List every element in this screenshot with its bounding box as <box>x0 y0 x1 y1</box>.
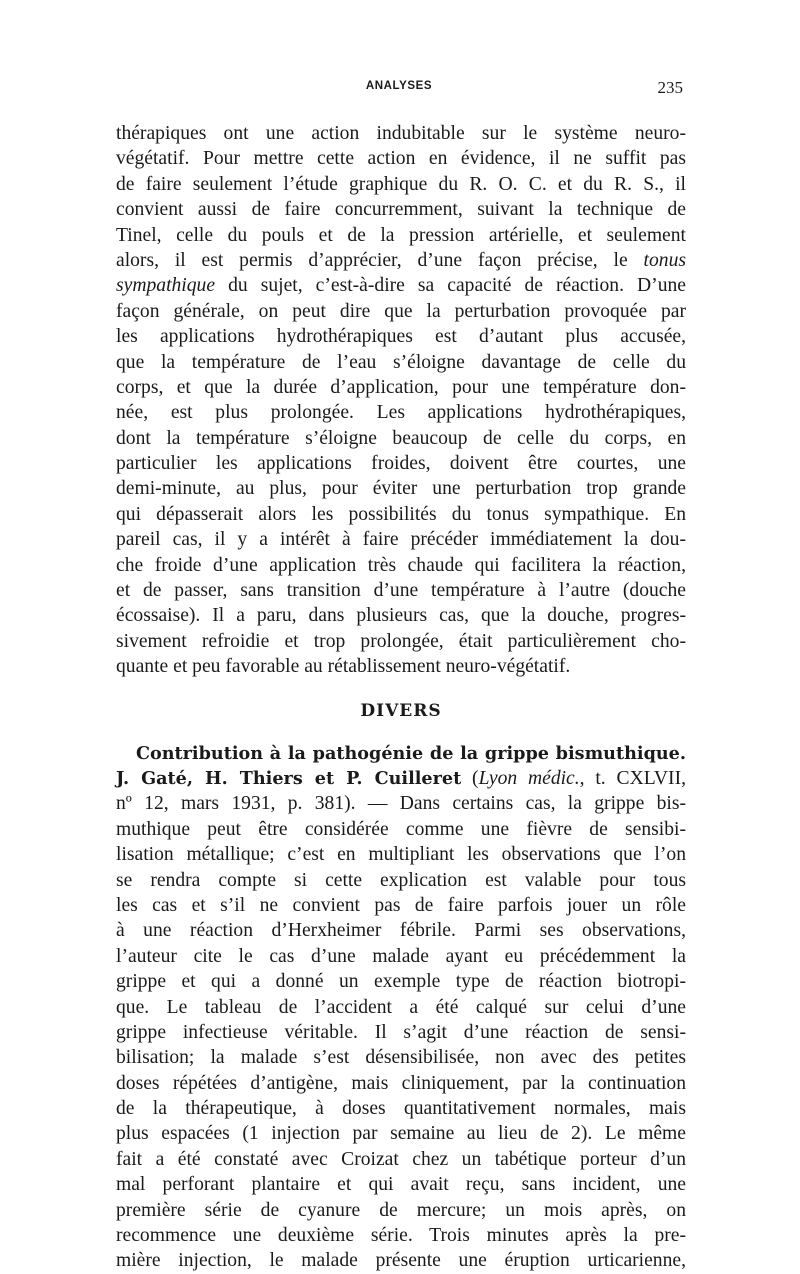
section-heading: DIVERS <box>360 700 442 721</box>
article-authors: J. Gaté, H. Thiers et P. Cuilleret <box>116 767 462 789</box>
text-line: doses répétées d’antigène, mais cliniquement, par la continuation <box>116 1072 686 1094</box>
text-line: née, est plus prolongée. Les applications hydrothérapiques, <box>116 402 686 424</box>
body-text <box>116 121 686 1274</box>
text-line: particulier les applications froides, doivent être courtes, une <box>116 453 686 475</box>
text-line: bilisation; la malade s’est désensibilisée, non avec des petites <box>116 1047 686 1069</box>
text-segment: alors, il est permis d’apprécier, d’une façon précise, le <box>116 249 628 271</box>
citation-details: , t. CXLVII, <box>579 767 686 789</box>
text-line: végétatif. Pour mettre cette action en évidence, il ne suffit pas <box>116 148 686 170</box>
text-line: les cas et s’il ne convient pas de faire parfois jouer un rôle <box>116 894 686 916</box>
text-line: pareil cas, il y a intérêt à faire précéder immédiatement la dou- <box>116 529 686 551</box>
running-title: ANALYSES <box>365 80 433 92</box>
text-line: qui dépasserait alors les possibilités du tonus sympathique. En <box>116 503 686 525</box>
text-line: et de passer, sans transition d’une température à l’autre (douche <box>116 580 686 602</box>
article-title-text: Contribution à la pathogénie de la grippe bismuthique. <box>136 742 686 764</box>
text-line: de faire seulement l’étude graphique du R. O. C. et du R. S., il <box>116 173 686 195</box>
italic-term: sympathique <box>116 275 216 297</box>
text-line: que la température de l’eau s’éloigne davantage de celle du <box>116 351 686 373</box>
article-citation: J. Gaté, H. Thiers et P. Cuilleret (Lyon médic., t. CXLVII, <box>116 767 686 789</box>
text-line: thérapiques ont une action indubitable sur le système neuro- <box>116 123 686 144</box>
italic-term: tonus <box>643 249 687 271</box>
article-title <box>116 741 686 766</box>
text-line: grippe infectieuse véritable. Il s’agit d’une réaction de sensi- <box>116 1021 686 1043</box>
text-line: mal perforant plantaire et qui avait reçu, sans incident, une <box>116 1174 686 1196</box>
text-line: dont la température s’éloigne beaucoup de celle du corps, en <box>116 427 686 449</box>
text-line: lisation métallique; c’est en multipliant les observations que l’on <box>116 844 686 866</box>
text-line <box>116 248 686 273</box>
text-line: que. Le tableau de l’accident a été calqué sur celui d’une <box>116 996 686 1018</box>
text-line: les applications hydrothérapiques est d’autant plus accusée, <box>116 326 686 348</box>
text-line: convient aussi de faire concurremment, suivant la technique de <box>116 199 686 221</box>
text-segment: du sujet, c’est-à-dire sa capacité de réaction. D’une <box>228 275 686 297</box>
text-line: che froide d’une application très chaude qui facilitera la réaction, <box>116 554 686 576</box>
text-line: plus espacées (1 injection par semaine au lieu de 2). Le même <box>116 1123 686 1145</box>
text-line: Tinel, celle du pouls et de la pression artérielle, et seulement <box>116 224 686 246</box>
text-line: recommence une deuxième série. Trois minutes après la pre- <box>116 1225 686 1247</box>
text-line: à une réaction d’Herxheimer fébrile. Parmi ses observations, <box>116 920 686 942</box>
text-line: première série de cyanure de mercure; un mois après, on <box>116 1199 686 1221</box>
text-line: façon générale, on peut dire que la perturbation provoquée par <box>116 300 686 322</box>
text-line: mière injection, le malade présente une éruption urticarienne, <box>116 1250 686 1272</box>
text-line: se rendra compte si cette explication est valable pour tous <box>116 869 686 891</box>
text-line: écossaise). Il a paru, dans plusieurs cas, que la douche, progres- <box>116 605 686 627</box>
text-line: l’auteur cite le cas d’une malade ayant eu précédemment la <box>116 945 686 967</box>
text-line: nº 12, mars 1931, p. 381). — Dans certains cas, la grippe bis- <box>116 793 686 815</box>
text-line: quante et peu favorable au rétablissement neuro-végétatif. <box>116 656 571 678</box>
text-line: fait a été constaté avec Croizat chez un tabétique porteur d’un <box>116 1148 686 1170</box>
running-head <box>115 78 683 102</box>
text-line: grippe et qui a donné un exemple type de réaction biotropi- <box>116 971 686 993</box>
text-line: de la thérapeutique, à doses quantitativement normales, mais <box>116 1098 686 1120</box>
text-line: sivement refroidie et trop prolongée, était particulièrement cho- <box>116 630 686 652</box>
page-number: 235 <box>657 78 683 97</box>
text-line: muthique peut être considérée comme une fièvre de sensibi- <box>116 818 686 840</box>
journal-name: Lyon médic. <box>478 767 580 789</box>
text-line: corps, et que la durée d’application, pour une température don- <box>116 376 686 398</box>
text-line <box>116 273 686 298</box>
text-line: demi-minute, au plus, pour éviter une perturbation trop grande <box>116 478 686 500</box>
